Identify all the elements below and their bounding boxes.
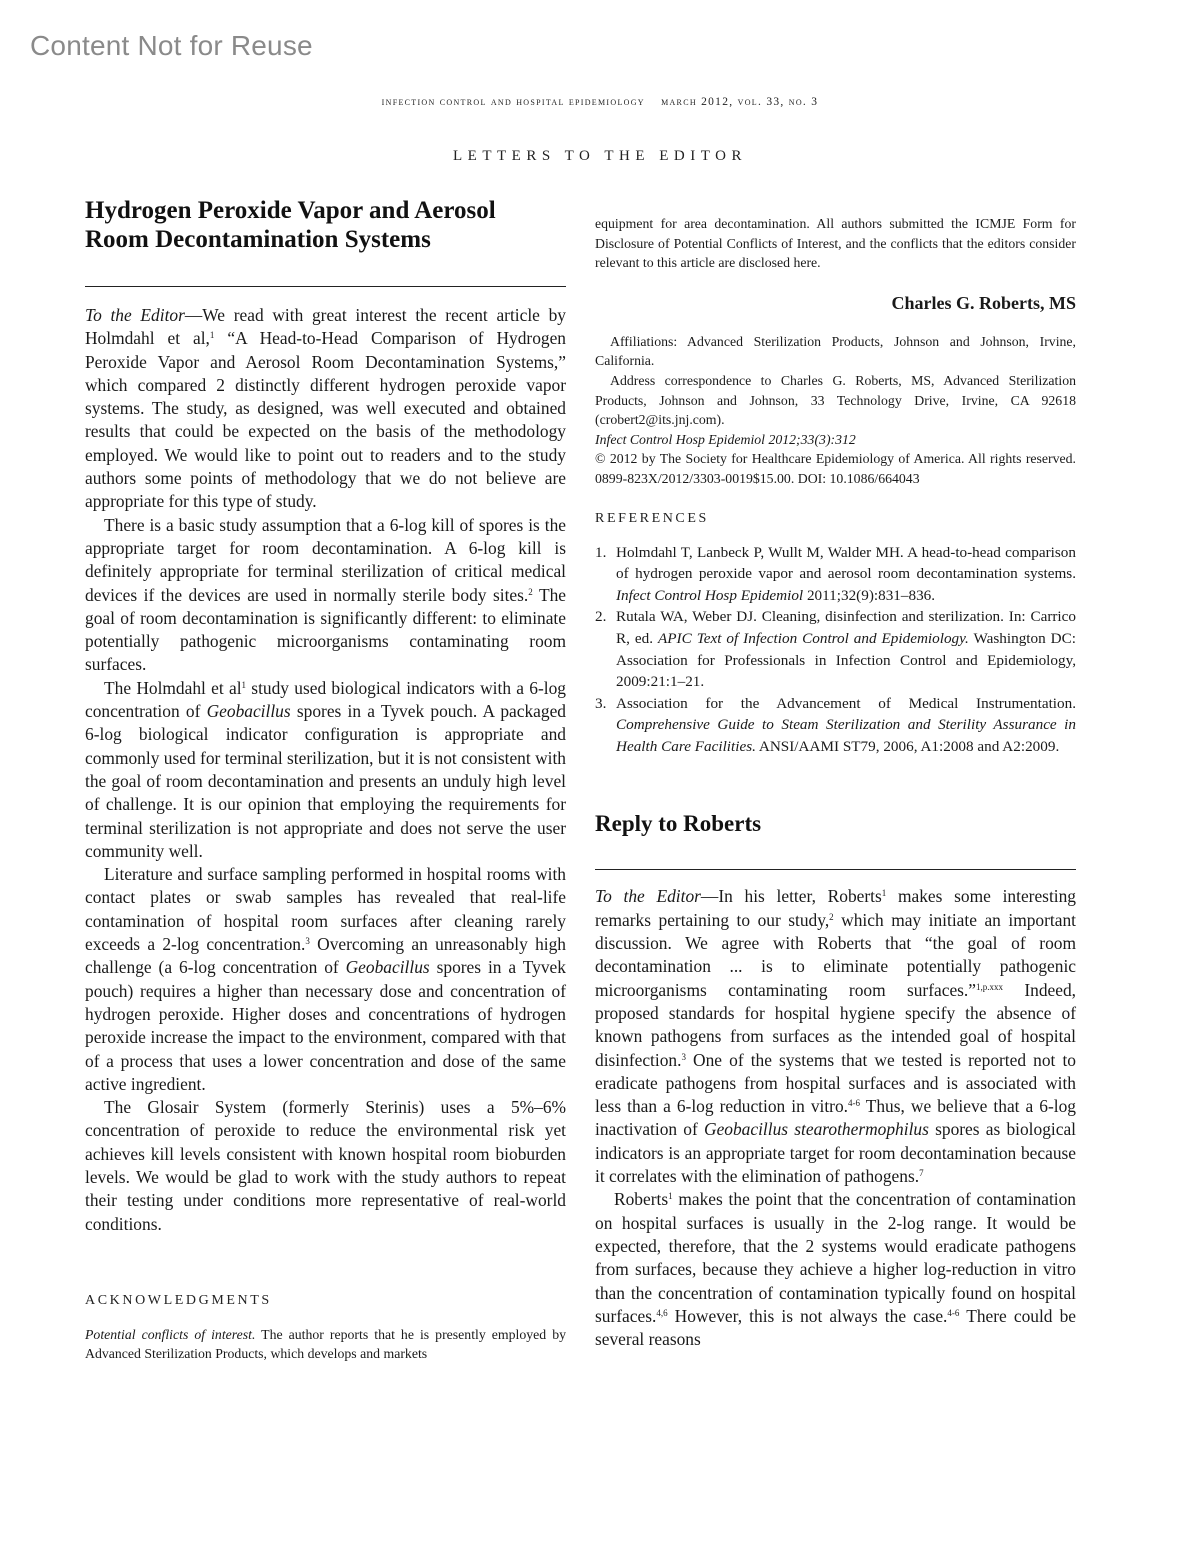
letter-paragraph-1: To the Editor—We read with great interest the recent article by Holmdahl et al,$^1$ “A Head-to-Head Comparison of Hydrogen Peroxide Vapor and Aerosol Room Decontamination Systems,” which compared 2 distinctly different hydrogen peroxide vapor systems. The study, as designed, was well executed and obtained results that could be expected on the basis of the methodology employed. We would like to point out to readers and to the study authors some points of methodology that we do not believe are appropriate for this type of study.	[85, 305, 566, 512]
reference-item: 2. Rutala WA, Weber DJ. Cleaning, disinfection and sterilization. In: Carrico R, ed. APIC Text of Infection Control and Epidemiology. Washington DC: Association for Professionals in Infection Control and Epidemiology, 2009:21:1–21.	[595, 608, 1076, 691]
left-column	[85, 196, 566, 1364]
letter-paragraph-5: The Glosair System (formerly Sterinis) uses a 5%–6% concentration of peroxide to reduce the environmental risk yet achieves kill levels consistent with known hospital room bioburden levels. We would be glad to work with the study authors to repeat their testing under conditions more representative of real-world conditions.	[85, 1097, 566, 1234]
author-signature: Charles G. Roberts, MS	[891, 292, 1076, 313]
letter-title	[85, 196, 566, 254]
right-column	[595, 214, 1076, 1351]
reply-title: Reply to Roberts	[595, 811, 762, 837]
acknowledgments-heading: ACKNOWLEDGMENTS	[85, 1292, 272, 1308]
references-list	[595, 542, 1076, 758]
reply-paragraph-1: To the Editor—In his letter, Roberts$^1$ makes some interesting remarks pertaining to our study,$^2$ which may initiate an important discussion. We agree with Roberts that “the goal of room decontamination ... is to eliminate potentially pathogenic microorganisms contaminating room surfaces.”$^{1,p.xxx}$ Indeed, proposed standards for hospital hygiene specify the absence of known pathogens from surfaces as the intended goal of hospital disinfection.$^3$ One of the systems that we tested is reported not to eradicate pathogens from hospital surfaces and is associated with less than a 6-log reduction in vitro.$^{4-6}$ Thus, we believe that a 6-log inactivation of Geobacillus stearothermophilus spores as biological indicators is an appropriate target for room decontamination because it correlates with the elimination of pathogens.$^7$	[595, 886, 1077, 1187]
title-rule	[85, 286, 566, 287]
acknowledgments-text: Potential conflicts of interest. The author reports that he is presently employed by Advanced Sterilization Products, which develops and markets	[85, 1326, 566, 1362]
section-heading: LETTERS TO THE EDITOR	[453, 148, 747, 164]
letter-title-line2: Room Decontamination Systems	[85, 226, 431, 253]
issue-info: march 2012, vol. 33, no. 3	[661, 96, 819, 108]
acknowledgments-continued: equipment for area decontamination. All authors submitted the ICMJE Form for Disclosure of Potential Conflicts of Interest, and the conflicts that the editors consider relevant to this article are disclosed here.	[595, 216, 1076, 271]
reply-body	[595, 885, 1076, 1351]
references-heading: REFERENCES	[595, 510, 709, 526]
copyright: © 2012 by The Society for Healthcare Epidemiology of America. All rights reserved. 0899-823X/2012/3303-0019$15.00. DOI: 10.1086/664043	[595, 451, 1076, 486]
running-head	[0, 96, 1200, 108]
correspondence-address: Address correspondence to Charles G. Roberts, MS, Advanced Sterilization Products, Johnson and Johnson, 33 Technology Drive, Irvine, CA 92618 (crobert2@its.jnj.com).	[595, 372, 1076, 428]
reply-salutation: To the Editor	[595, 886, 701, 907]
letter-body	[85, 304, 566, 1236]
reply-rule	[595, 869, 1076, 870]
watermark: Content Not for Reuse	[30, 30, 313, 61]
letter-paragraph-4: Literature and surface sampling performed in hospital rooms with contact plates or swab samples has revealed that real-life contamination of hospital room surfaces after cleaning rarely exceeds a 2-log concentration.$^3$ Overcoming an unreasonably high challenge (a 6-log concentration of Geobacillus spores in a Tyvek pouch) requires a higher than necessary dose and concentration of hydrogen peroxide. Higher doses and concentrations of hydrogen peroxide increase the impact to the environment, compared with that of a process that uses a lower concentration and dose of the same active ingredient.	[85, 864, 566, 1094]
reply-paragraph-2: Roberts$^1$ makes the point that the concentration of contamination on hospital surfaces is usually in the 2-log range. It would be expected, therefore, that the 2 systems would eradicate pathogens from surfaces, because they achieve a higher log-reduction in vitro than the concentration of contamination typically found on hospital surfaces.$^{4,6}$ However, this is not always the case.$^{4-6}$ There could be several reasons	[595, 1189, 1076, 1350]
author-info	[595, 332, 1076, 489]
salutation: To the Editor	[85, 305, 185, 325]
citation: Infect Control Hosp Epidemiol 2012;33(3):312	[595, 431, 856, 447]
reference-item: 3. Association for the Advancement of Medical Instrumentation. Comprehensive Guide to Steam Sterilization and Sterility Assurance in Health Care Facilities. ANSI/AAMI ST79, 2006, A1:2008 and A2:2009.	[595, 694, 1076, 755]
affiliations: Affiliations: Advanced Sterilization Products, Johnson and Johnson, Irvine, California.	[595, 333, 1076, 369]
letter-paragraph-3: The Holmdahl et $al^1$ study used biological indicators with a 6-log concentration of Geobacillus spores in a Tyvek pouch. A packaged 6-log biological indicator configuration is appropriate and commonly used for terminal sterilization, but it is not consistent with the goal of room decontamination and presents an unduly high level of challenge. It is our opinion that employing the requirements for terminal sterilization is not appropriate and does not serve the user community well.	[85, 677, 566, 861]
letter-paragraph-2: There is a basic study assumption that a 6-log kill of spores is the appropriate target for room decontamination. A 6-log kill is definitely appropriate for terminal sterilization of critical medical devices if the devices are used in normally sterile body sites.$^2$ The goal of room decontamination is significantly different: to eliminate potentially pathogenic microorganisms contaminating room surfaces.	[85, 514, 566, 675]
letter-title-line1: Hydrogen Peroxide Vapor and Aerosol	[85, 197, 496, 224]
reference-item: 1. Holmdahl T, Lanbeck P, Wullt M, Walder MH. A head-to-head comparison of hydrogen peroxide vapor and aerosol room decontamination systems. Infect Control Hosp Epidemiol 2011;32(9):831–836.	[595, 543, 1076, 604]
journal-name: infection control and hospital epidemiology	[381, 96, 645, 108]
